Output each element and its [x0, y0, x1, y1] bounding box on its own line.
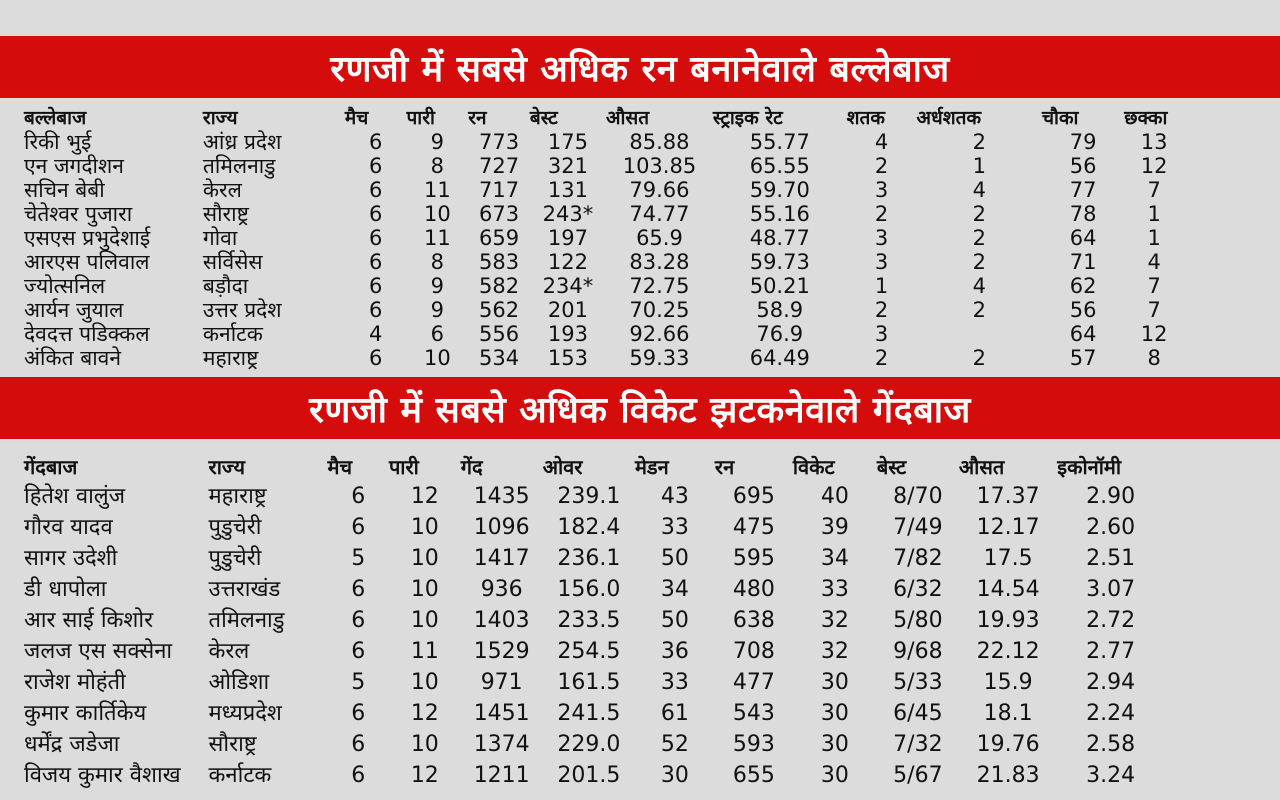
bowling-state: सौराष्ट्र: [208, 732, 257, 757]
batting-stat-cell: 175: [547, 130, 588, 154]
batting-stat-cell: 6: [368, 202, 383, 226]
bowling-stat-cell: 32: [820, 608, 849, 633]
batting-stat-cell: 3: [874, 250, 889, 274]
batting-stat-cell: 55.16: [749, 202, 810, 226]
bowling-stat-cell: 21.83: [976, 763, 1040, 788]
batting-title-banner: [0, 36, 1280, 98]
bowling-stat-cell: 52: [660, 732, 689, 757]
bowling-stat-cell: 2.60: [1086, 515, 1136, 540]
batting-title: रणजी में सबसे अधिक रन बनानेवाले बल्लेबाज: [330, 47, 950, 90]
batting-stat-cell: 153: [547, 346, 588, 370]
batting-stat-cell: 11: [423, 178, 451, 202]
batting-state: तमिलनाडु: [202, 154, 276, 178]
bowling-player-name: राजेश मोहंती: [24, 670, 126, 695]
bowling-header-cell: मेडन: [634, 454, 669, 479]
batting-row: [24, 154, 1184, 178]
batting-stat-cell: 6: [368, 178, 383, 202]
bowling-stat-cell: 43: [660, 484, 689, 509]
bowling-state: केरल: [208, 639, 250, 664]
batting-header-cell: रन: [468, 107, 487, 129]
batting-stat-cell: 12: [1140, 322, 1168, 346]
bowling-stat-cell: 30: [820, 701, 849, 726]
bowling-stat-cell: 17.37: [976, 484, 1040, 509]
bowling-stat-cell: 5/33: [893, 670, 943, 695]
batting-stat-cell: 659: [479, 226, 520, 250]
batting-stat-cell: 6: [430, 322, 445, 346]
bowling-state: ओडिशा: [208, 670, 270, 695]
bowling-stat-cell: 2.90: [1086, 484, 1136, 509]
batting-stat-cell: 9: [430, 298, 445, 322]
batting-stat-cell: 197: [547, 226, 588, 250]
batting-stat-cell: 72.75: [629, 274, 690, 298]
bowling-stat-cell: 15.9: [983, 670, 1033, 695]
bowling-stat-cell: 7/32: [893, 732, 943, 757]
bowling-row: [24, 729, 1164, 760]
batting-stat-cell: 773: [479, 130, 520, 154]
bowling-stat-cell: 6: [351, 763, 366, 788]
bowling-stat-cell: 30: [820, 670, 849, 695]
batting-stat-cell: 48.77: [749, 226, 810, 250]
bowling-stat-cell: 161.5: [557, 670, 621, 695]
batting-row: [24, 274, 1184, 298]
batting-stat-cell: 717: [479, 178, 520, 202]
bowling-stat-cell: 33: [660, 515, 689, 540]
bowling-stat-cell: 18.1: [983, 701, 1033, 726]
bowling-stat-cell: 33: [660, 670, 689, 695]
batting-stat-cell: 2: [972, 250, 986, 274]
batting-stat-cell: 78: [1069, 202, 1097, 226]
bowling-player-name: डी धापोला: [24, 577, 107, 602]
batting-stat-cell: 131: [547, 178, 588, 202]
bowling-stat-cell: 2.77: [1086, 639, 1136, 664]
bowling-stat-cell: 239.1: [557, 484, 621, 509]
bowling-stat-cell: 50: [660, 546, 689, 571]
bowling-stat-cell: 10: [410, 608, 439, 633]
bowling-header-cell: विकेट: [792, 454, 835, 479]
batting-stat-cell: 9: [430, 130, 445, 154]
bowling-header-cell: गेंद: [460, 454, 483, 479]
bowling-stat-cell: 2.72: [1086, 608, 1136, 633]
bowling-stat-cell: 19.76: [976, 732, 1040, 757]
bowling-stat-cell: 30: [820, 763, 849, 788]
bowling-stat-cell: 30: [820, 732, 849, 757]
batting-stat-cell: 2: [972, 226, 986, 250]
batting-stat-cell: 6: [368, 154, 383, 178]
bowling-stat-cell: 1096: [473, 515, 530, 540]
batting-stat-cell: 79: [1069, 130, 1097, 154]
batting-row: [24, 346, 1184, 370]
batting-stat-cell: 234*: [542, 274, 594, 298]
bowling-state: महाराष्ट्र: [208, 484, 267, 509]
bowling-stat-cell: 638: [732, 608, 775, 633]
batting-stat-cell: [917, 322, 1042, 346]
bowling-stat-cell: 2.24: [1086, 701, 1136, 726]
bowling-stat-cell: 50: [660, 608, 689, 633]
bowling-state: तमिलनाडु: [208, 608, 285, 633]
bowling-stat-cell: 236.1: [557, 546, 621, 571]
batting-stat-cell: 1: [1147, 226, 1161, 250]
batting-header-cell: बेस्ट: [529, 107, 558, 129]
batting-stat-cell: 10: [423, 202, 451, 226]
batting-stat-cell: 6: [368, 130, 383, 154]
batting-stat-cell: 3: [874, 178, 889, 202]
bowling-header-cell: बेस्ट: [876, 454, 907, 479]
bowling-stat-cell: 6: [351, 484, 366, 509]
bowling-stat-cell: 595: [732, 546, 775, 571]
batting-stat-cell: 12: [1140, 154, 1168, 178]
batting-stat-cell: 64.49: [749, 346, 810, 370]
bowling-stat-cell: 1403: [473, 608, 530, 633]
bowling-row: [24, 481, 1164, 512]
batting-stat-cell: 76.9: [756, 322, 804, 346]
batting-stat-cell: 6: [368, 250, 383, 274]
batting-stat-cell: 1: [874, 274, 889, 298]
batting-player-name: आरएस पलिवाल: [24, 250, 150, 274]
batting-stat-cell: 6: [368, 346, 383, 370]
batting-state: गोवा: [202, 226, 238, 250]
batting-stat-cell: 74.77: [629, 202, 690, 226]
bowling-stat-cell: 6: [351, 608, 366, 633]
batting-stat-cell: 13: [1140, 130, 1168, 154]
bowling-stat-cell: 182.4: [557, 515, 621, 540]
batting-state: महाराष्ट्र: [202, 346, 259, 370]
bowling-player-name: सागर उदेशी: [24, 546, 118, 571]
bowling-stat-cell: 12: [410, 701, 439, 726]
bowling-stat-cell: 10: [410, 670, 439, 695]
batting-stat-cell: 7: [1147, 178, 1161, 202]
bowling-stat-cell: 6: [351, 732, 366, 757]
batting-header-cell: मैच: [344, 107, 369, 129]
batting-stat-cell: 79.66: [629, 178, 690, 202]
batting-stat-cell: 8: [1147, 346, 1161, 370]
bowling-stat-cell: 12: [410, 763, 439, 788]
batting-stat-cell: 4: [368, 322, 383, 346]
batting-stat-cell: 2: [874, 202, 889, 226]
batting-stat-cell: 583: [479, 250, 520, 274]
batting-player-name: देवदत्त पडिक्कल: [24, 322, 150, 346]
batting-stat-cell: 4: [874, 130, 889, 154]
batting-state: कर्नाटक: [202, 322, 263, 346]
bowling-header-row: [24, 451, 1164, 481]
bowling-stat-cell: 5/80: [893, 608, 943, 633]
bowling-stat-cell: 33: [820, 577, 849, 602]
bowling-stat-cell: 477: [732, 670, 775, 695]
bowling-player-name: विजय कुमार वैशाख: [24, 763, 181, 788]
batting-stat-cell: 71: [1069, 250, 1097, 274]
batting-state: आंध्र प्रदेश: [202, 130, 282, 154]
bowling-stat-cell: 5: [351, 670, 366, 695]
batting-stat-cell: 122: [547, 250, 588, 274]
bowling-player-name: जलज एस सक्सेना: [24, 639, 173, 664]
batting-row: [24, 298, 1184, 322]
bowling-stat-cell: 32: [820, 639, 849, 664]
batting-stat-cell: 2: [972, 130, 986, 154]
batting-player-name: अंकित बावने: [24, 346, 122, 370]
batting-stat-cell: 62: [1069, 274, 1097, 298]
batting-stat-cell: 2: [874, 298, 889, 322]
bowling-row: [24, 574, 1164, 605]
bowling-table: [24, 451, 1164, 791]
bowling-stat-cell: 655: [732, 763, 775, 788]
batting-stat-cell: 727: [479, 154, 520, 178]
bowling-stat-cell: 695: [732, 484, 775, 509]
batting-stat-cell: 321: [547, 154, 588, 178]
bowling-stat-cell: 6: [351, 639, 366, 664]
bowling-title-banner: [0, 377, 1280, 439]
bowling-stat-cell: 17.5: [983, 546, 1033, 571]
bowling-stat-cell: 3.07: [1086, 577, 1136, 602]
batting-header-cell: राज्य: [202, 107, 238, 129]
bowling-state: मध्यप्रदेश: [208, 701, 282, 726]
bowling-stat-cell: 7/82: [893, 546, 943, 571]
batting-state: बड़ौदा: [202, 274, 249, 298]
bowling-stat-cell: 936: [480, 577, 523, 602]
batting-stat-cell: 2: [874, 154, 889, 178]
bowling-header-cell: गेंदबाज: [24, 454, 78, 479]
bowling-stat-cell: 9/68: [893, 639, 943, 664]
batting-header-cell: पारी: [406, 107, 435, 129]
batting-stat-cell: 103.85: [622, 154, 697, 178]
bowling-stat-cell: 61: [660, 701, 689, 726]
bowling-player-name: कुमार कार्तिकेय: [24, 701, 147, 726]
bowling-stat-cell: 5/67: [893, 763, 943, 788]
batting-stat-cell: 6: [368, 226, 383, 250]
batting-player-name: आर्यन जुयाल: [24, 298, 124, 322]
batting-stat-cell: 64: [1069, 322, 1097, 346]
batting-state: उत्तर प्रदेश: [202, 298, 282, 322]
bowling-stat-cell: 10: [410, 515, 439, 540]
bowling-stat-cell: 1451: [473, 701, 530, 726]
batting-stat-cell: 7: [1147, 274, 1161, 298]
batting-stat-cell: 85.88: [629, 130, 690, 154]
batting-player-name: सचिन बेबी: [24, 178, 105, 202]
bowling-stat-cell: 6: [351, 577, 366, 602]
batting-row: [24, 250, 1184, 274]
batting-stat-cell: 2: [972, 346, 986, 370]
bowling-stat-cell: 40: [820, 484, 849, 509]
bowling-stat-cell: 36: [660, 639, 689, 664]
bowling-row: [24, 760, 1164, 791]
batting-header-cell: चौका: [1041, 107, 1079, 129]
batting-stat-cell: 56: [1069, 154, 1097, 178]
batting-player-name: रिकी भुई: [24, 130, 92, 154]
batting-stat-cell: 4: [1147, 250, 1161, 274]
batting-stat-cell: 2: [874, 346, 889, 370]
batting-stat-cell: 83.28: [629, 250, 690, 274]
bowling-stat-cell: 7/49: [893, 515, 943, 540]
bowling-row: [24, 636, 1164, 667]
bowling-stat-cell: 19.93: [976, 608, 1040, 633]
bowling-stat-cell: 6: [351, 701, 366, 726]
bowling-stat-cell: 1435: [473, 484, 530, 509]
bowling-stat-cell: 1529: [473, 639, 530, 664]
batting-stat-cell: 10: [423, 346, 451, 370]
bowling-stat-cell: 34: [820, 546, 849, 571]
bowling-stat-cell: 229.0: [557, 732, 621, 757]
bowling-state: पुडुचेरी: [208, 515, 262, 540]
batting-row: [24, 226, 1184, 250]
bowling-header-cell: राज्य: [208, 454, 245, 479]
batting-stat-cell: 55.77: [749, 130, 810, 154]
batting-stat-cell: 582: [479, 274, 520, 298]
batting-row: [24, 178, 1184, 202]
bowling-stat-cell: 6/45: [893, 701, 943, 726]
bowling-stat-cell: 254.5: [557, 639, 621, 664]
batting-stat-cell: 65.55: [749, 154, 810, 178]
bowling-stat-cell: 2.94: [1086, 670, 1136, 695]
batting-stat-cell: 92.66: [629, 322, 690, 346]
batting-header-cell: स्ट्राइक रेट: [712, 107, 783, 129]
bowling-header-cell: मैच: [327, 454, 353, 479]
bowling-stat-cell: 708: [732, 639, 775, 664]
batting-stat-cell: 64: [1069, 226, 1097, 250]
bowling-stat-cell: 2.58: [1086, 732, 1136, 757]
batting-state: केरल: [202, 178, 242, 202]
batting-stat-cell: 2: [972, 202, 986, 226]
bowling-stat-cell: 3.24: [1086, 763, 1136, 788]
batting-stat-cell: 243*: [542, 202, 594, 226]
bowling-stat-cell: 12: [410, 484, 439, 509]
bowling-player-name: हितेश वालुंज: [24, 484, 126, 509]
bowling-stat-cell: 11: [410, 639, 439, 664]
bowling-stat-cell: 475: [732, 515, 775, 540]
batting-stat-cell: 2: [972, 298, 986, 322]
batting-stat-cell: 59.73: [749, 250, 810, 274]
batting-stat-cell: 77: [1069, 178, 1097, 202]
bowling-stat-cell: 241.5: [557, 701, 621, 726]
batting-player-name: ज्योत्सनिल: [24, 274, 106, 298]
batting-header-cell: छक्का: [1124, 107, 1168, 129]
bowling-stat-cell: 12.17: [976, 515, 1040, 540]
batting-player-name: एसएस प्रभुदेशाई: [24, 226, 151, 250]
batting-header-cell: शतक: [846, 107, 885, 129]
bowling-header-cell: रन: [714, 454, 735, 479]
batting-stat-cell: 556: [479, 322, 520, 346]
bowling-stat-cell: 30: [660, 763, 689, 788]
batting-header-row: [24, 104, 1184, 130]
bowling-row: [24, 667, 1164, 698]
bowling-header-cell: इकोनॉमी: [1057, 454, 1122, 479]
batting-stat-cell: 59.33: [629, 346, 690, 370]
bowling-stat-cell: 34: [660, 577, 689, 602]
bowling-stat-cell: 10: [410, 577, 439, 602]
bowling-stat-cell: 543: [732, 701, 775, 726]
batting-state: सौराष्ट्र: [202, 202, 249, 226]
batting-stat-cell: 193: [547, 322, 588, 346]
bowling-stat-cell: 593: [732, 732, 775, 757]
bowling-player-name: गौरव यादव: [24, 515, 113, 540]
bowling-header-cell: औसत: [958, 454, 1005, 479]
bowling-row: [24, 605, 1164, 636]
bowling-player-name: आर साई किशोर: [24, 608, 154, 633]
batting-stat-cell: 8: [430, 154, 445, 178]
batting-header-cell: अर्धशतक: [916, 107, 982, 129]
batting-stat-cell: 11: [423, 226, 451, 250]
bowling-stat-cell: 971: [480, 670, 523, 695]
batting-stat-cell: 1: [1147, 202, 1161, 226]
batting-player-name: एन जगदीशन: [24, 154, 124, 178]
bowling-stat-cell: 6: [351, 515, 366, 540]
batting-stat-cell: 1: [972, 154, 986, 178]
batting-stat-cell: 4: [972, 274, 986, 298]
batting-stat-cell: 6: [368, 274, 383, 298]
bowling-stat-cell: 6/32: [893, 577, 943, 602]
bowling-stat-cell: 2.51: [1086, 546, 1136, 571]
bowling-stat-cell: 22.12: [976, 639, 1040, 664]
batting-stat-cell: 201: [547, 298, 588, 322]
batting-state: सर्विसेस: [202, 250, 263, 274]
batting-stat-cell: 673: [479, 202, 520, 226]
bowling-stat-cell: 10: [410, 546, 439, 571]
batting-stat-cell: 6: [368, 298, 383, 322]
batting-stat-cell: 59.70: [749, 178, 810, 202]
bowling-row: [24, 698, 1164, 729]
batting-row: [24, 202, 1184, 226]
batting-player-name: चेतेश्वर पुजारा: [24, 202, 133, 226]
batting-row: [24, 130, 1184, 154]
bowling-state: कर्नाटक: [208, 763, 272, 788]
batting-stat-cell: 50.21: [749, 274, 810, 298]
bowling-stat-cell: 1374: [473, 732, 530, 757]
bowling-stat-cell: 201.5: [557, 763, 621, 788]
batting-stat-cell: 4: [972, 178, 986, 202]
bowling-stat-cell: 480: [732, 577, 775, 602]
batting-stat-cell: 56: [1069, 298, 1097, 322]
bowling-row: [24, 543, 1164, 574]
bowling-stat-cell: 1211: [473, 763, 530, 788]
batting-stat-cell: 562: [479, 298, 520, 322]
bowling-stat-cell: 5: [351, 546, 366, 571]
bowling-stat-cell: 233.5: [557, 608, 621, 633]
batting-stat-cell: 3: [874, 226, 889, 250]
bowling-stat-cell: 14.54: [976, 577, 1040, 602]
bowling-state: पुडुचेरी: [208, 546, 262, 571]
batting-stat-cell: 8: [430, 250, 445, 274]
batting-stat-cell: 65.9: [636, 226, 683, 250]
bowling-state: उत्तराखंड: [208, 577, 281, 602]
batting-stat-cell: 9: [430, 274, 445, 298]
bowling-stat-cell: 8/70: [893, 484, 943, 509]
batting-row: [24, 322, 1184, 346]
batting-stat-cell: 534: [479, 346, 520, 370]
bowling-header-cell: पारी: [388, 454, 419, 479]
batting-header-cell: बल्लेबाज: [24, 107, 87, 129]
bowling-stat-cell: 10: [410, 732, 439, 757]
bowling-stat-cell: 39: [820, 515, 849, 540]
batting-stat-cell: 70.25: [629, 298, 690, 322]
bowling-player-name: धर्मेंद्र जडेजा: [24, 732, 120, 757]
batting-header-cell: औसत: [605, 107, 650, 129]
bowling-header-cell: ओवर: [542, 454, 583, 479]
batting-table: [24, 104, 1184, 370]
bowling-title: रणजी में सबसे अधिक विकेट झटकनेवाले गेंदबाज: [309, 388, 971, 431]
bowling-stat-cell: 1417: [473, 546, 530, 571]
batting-stat-cell: 57: [1069, 346, 1097, 370]
batting-stat-cell: 7: [1147, 298, 1161, 322]
bowling-row: [24, 512, 1164, 543]
bowling-stat-cell: 156.0: [557, 577, 621, 602]
batting-stat-cell: 58.9: [756, 298, 804, 322]
batting-stat-cell: 3: [874, 322, 889, 346]
